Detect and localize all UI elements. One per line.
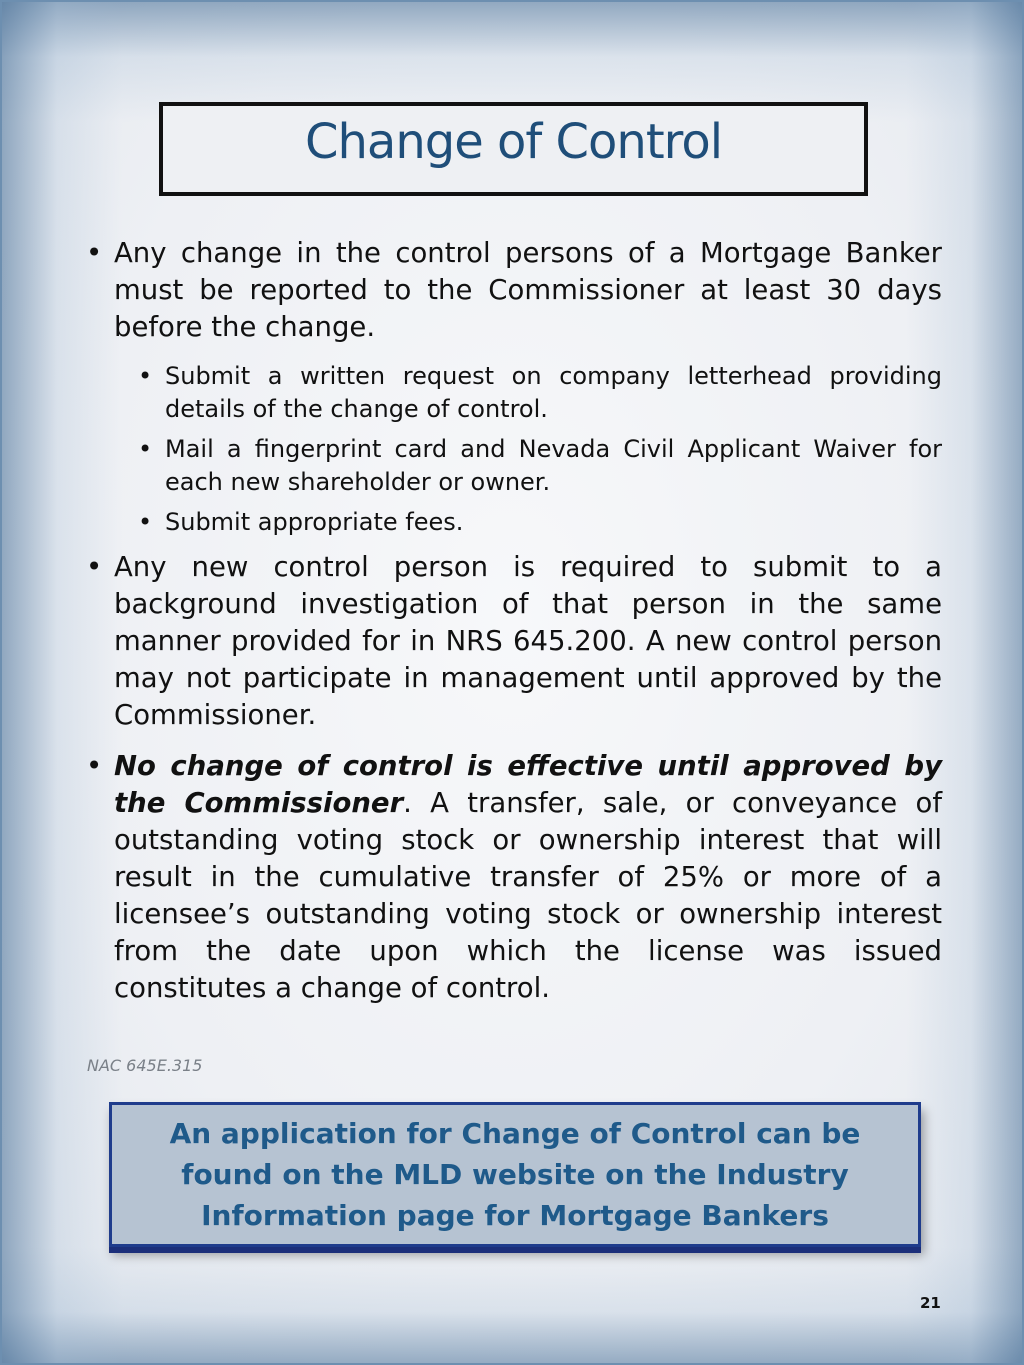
bullet-icon: •: [138, 362, 153, 390]
callout-text: An application for Change of Control can be found on the MLD website on the Industry Information page for Mortgage Bankers: [169, 1117, 861, 1232]
page-title: Change of Control: [304, 114, 723, 170]
bullet-emphasis-text: No change of control is effective until approved by the Commissioner: [114, 750, 942, 819]
bullet-text: Any new control person is required to submit to a background investigation of that person in the same manner provided for in NRS 645.200. A new control person may not participate in management until approved by the Commissioner.: [114, 551, 942, 731]
callout-box: [109, 1102, 921, 1247]
bullet-icon: •: [138, 508, 153, 536]
sub-bullet-list: [86, 360, 942, 539]
bullet-item: [86, 549, 942, 734]
title-box: [159, 102, 868, 196]
content-body: [86, 235, 942, 1021]
bullet-text: . A transfer, sale, or conveyance of outstanding voting stock or ownership interest that will result in the cumulative transfer of 25% or more of a licensee’s outstanding voting stock or ownership interest from the date upon which the license was issued constitutes a change of control.: [114, 787, 942, 1004]
bullet-icon: •: [86, 750, 103, 782]
bullet-item: [86, 748, 942, 1007]
sub-bullet-text: Submit appropriate fees.: [165, 508, 464, 536]
sub-bullet-text: Submit a written request on company letterhead providing details of the change of control.: [165, 362, 942, 423]
bullet-icon: •: [86, 551, 103, 583]
bullet-item: [86, 235, 942, 346]
sub-bullet-text: Mail a fingerprint card and Nevada Civil Applicant Waiver for each new shareholder or owner.: [165, 435, 942, 496]
bullet-icon: •: [138, 435, 153, 463]
bullet-icon: •: [86, 237, 103, 269]
sub-bullet-item: [86, 360, 942, 426]
legal-reference: NAC 645E.315: [87, 1056, 203, 1075]
bullet-text: Any change in the control persons of a Mortgage Banker must be reported to the Commissioner at least 30 days before the change.: [114, 237, 942, 343]
page-number: 21: [920, 1294, 941, 1312]
sub-bullet-item: [86, 433, 942, 499]
sub-bullet-item: [86, 506, 942, 539]
